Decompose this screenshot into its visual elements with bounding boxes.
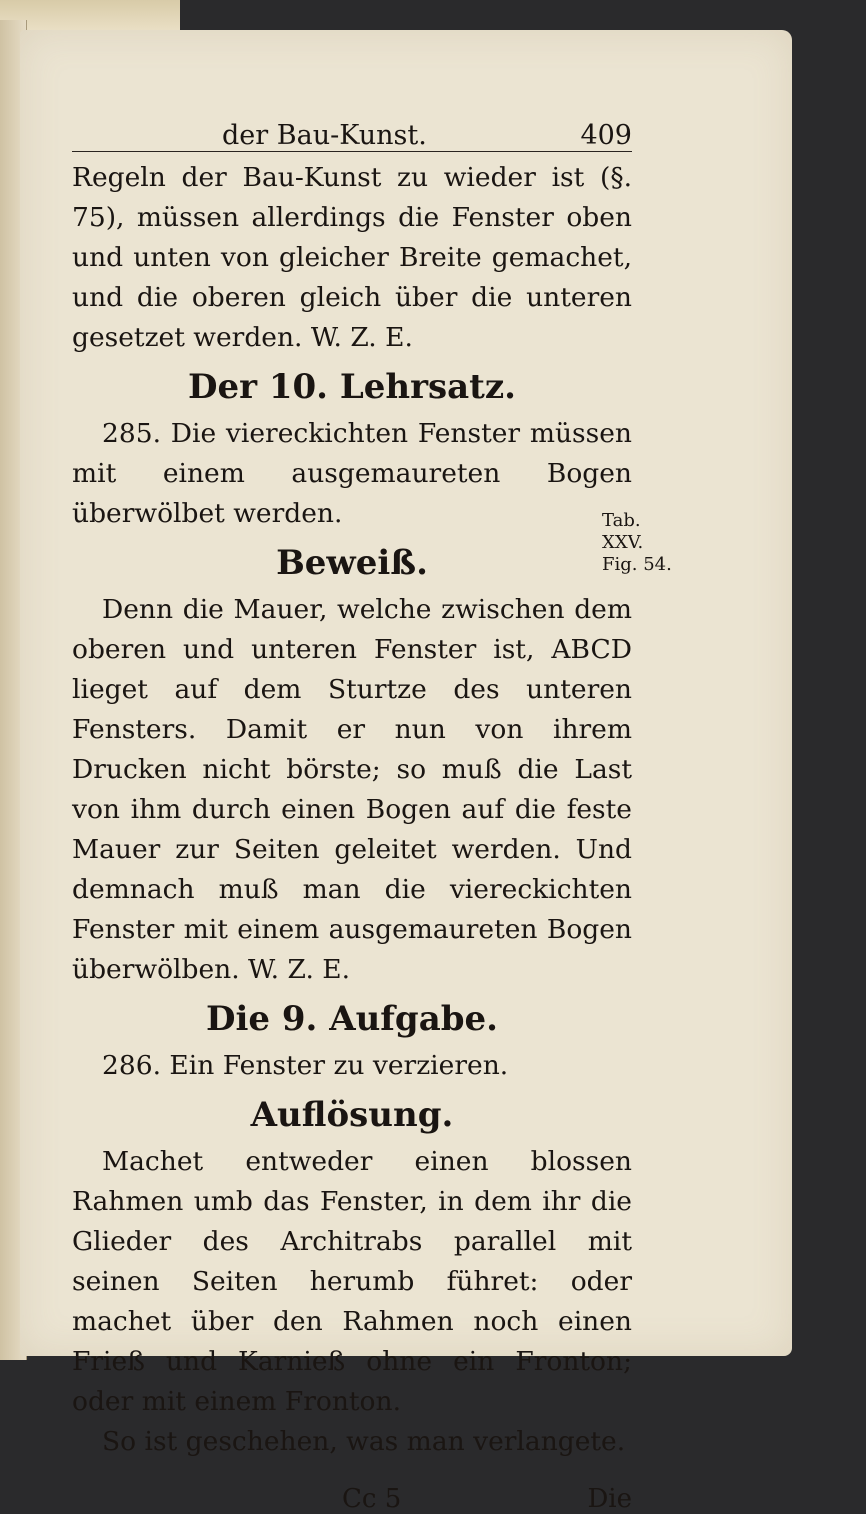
catchword: Die — [587, 1484, 632, 1514]
running-head: der Bau-Kunst. — [222, 120, 427, 151]
margin-note — [602, 510, 672, 576]
paragraph-1: Regeln der Bau-Kunst zu wieder ist (§. 75), müssen allerdings die Fenster oben und unten von gleicher Breite gemachet, und die oberen gleich über die unteren gesetzet werden. W. Z. E. — [72, 162, 632, 353]
heading-aufgabe: Die 9. Aufgabe. — [206, 999, 498, 1039]
paragraph-286: 286. Ein Fenster zu verzieren. — [102, 1050, 509, 1081]
book-page — [20, 30, 792, 1514]
heading-aufloesung: Auflösung. — [250, 1095, 454, 1135]
heading-beweis: Beweiß. — [276, 543, 428, 583]
margin-note-tab: Tab. — [602, 510, 641, 531]
paragraph-aufloesung: Machet entweder einen blossen Rahmen umb das Fenster, in dem ihr die Glieder des Architrabs parallel mit seinen Seiten herumb führet: oder machet über den Rahmen noch einen Frieß und Karnieß ohne ein Fronton; oder mit einem Fronton. — [72, 1146, 632, 1417]
paragraph-final: So ist geschehen, was man verlangete. — [102, 1426, 626, 1457]
page-header — [72, 100, 632, 152]
heading-lehrsatz: Der 10. Lehrsatz. — [187, 367, 517, 407]
paragraph-beweis: Denn die Mauer, welche zwischen dem oberen und unteren Fenster ist, ABCD lieget auf dem Sturtze des unteren Fensters. Damit er nun von ihrem Drucken nicht börste; so muß die Last von ihm durch einen Bogen auf die feste Mauer zur Seiten geleitet werden. Und demnach muß man die viereckichten Fenster mit einem ausgemaureten Bogen überwölben. W. Z. E. — [72, 594, 632, 985]
margin-note-roman: XXV. — [602, 532, 644, 553]
page-number: 409 — [580, 120, 632, 151]
text-block — [72, 100, 632, 1514]
signature-mark: Cc 5 — [342, 1484, 402, 1514]
page-footer — [72, 1484, 632, 1514]
margin-note-fig: Fig. 54. — [602, 554, 672, 575]
paragraph-285: 285. Die viereckichten Fenster müssen mit einem ausgemaureten Bogen überwölbet werden. — [72, 418, 632, 529]
